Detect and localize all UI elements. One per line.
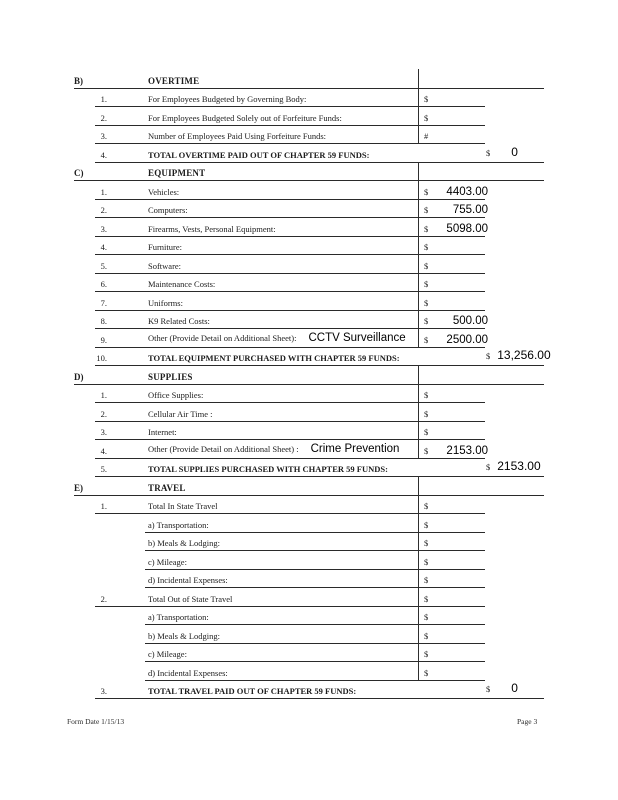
row-number: 1. bbox=[100, 501, 107, 511]
form-row bbox=[0, 199, 618, 218]
column-divider bbox=[418, 476, 419, 496]
row-label: Cellular Air Time : bbox=[148, 408, 213, 419]
filled-detail-text: CCTV Surveillance bbox=[308, 331, 406, 344]
form-row bbox=[0, 217, 618, 236]
row-label: Internet: bbox=[148, 427, 177, 437]
currency-symbol: $ bbox=[424, 112, 429, 123]
section-title: EQUIPMENT bbox=[148, 168, 206, 178]
currency-symbol: $ bbox=[424, 242, 429, 252]
subrow-label: a) Transportation: bbox=[148, 612, 209, 622]
total-row-overtime bbox=[0, 143, 618, 162]
row-label-with-fill bbox=[148, 439, 399, 457]
row-label: For Employees Budgeted Solely out of Forfeiture Funds: bbox=[148, 112, 342, 123]
form-row bbox=[0, 310, 618, 329]
row-number: 3. bbox=[100, 223, 107, 234]
currency-symbol: $ bbox=[424, 519, 429, 530]
row-number: 3. bbox=[100, 427, 107, 437]
total-amount bbox=[486, 346, 551, 364]
form-date: Form Date 1/15/13 bbox=[67, 717, 125, 726]
row-label: Firearms, Vests, Personal Equipment: bbox=[148, 223, 276, 234]
filled-detail-text: Crime Prevention bbox=[310, 442, 400, 455]
form-row bbox=[0, 125, 618, 144]
column-divider bbox=[418, 643, 419, 663]
number-symbol: # bbox=[424, 131, 429, 141]
row-number: 4. bbox=[100, 445, 107, 456]
column-divider bbox=[418, 291, 419, 311]
filled-amount: 500.00 bbox=[452, 315, 488, 327]
column-divider bbox=[418, 180, 419, 200]
form-subrow bbox=[0, 550, 618, 569]
column-divider bbox=[418, 365, 419, 385]
row-number: 2. bbox=[100, 112, 107, 123]
section-header-overtime bbox=[0, 69, 618, 88]
form-subrow bbox=[0, 661, 618, 680]
column-divider bbox=[418, 513, 419, 533]
column-divider bbox=[418, 606, 419, 626]
row-number: 2. bbox=[100, 205, 107, 215]
total-row-supplies bbox=[0, 458, 618, 477]
row-number: 5. bbox=[100, 260, 107, 271]
form-row bbox=[0, 106, 618, 125]
form-subrow bbox=[0, 513, 618, 532]
column-divider bbox=[418, 402, 419, 422]
subrow-label: a) Transportation: bbox=[148, 519, 209, 530]
filled-amount: 4403.00 bbox=[446, 185, 488, 198]
form-subrow bbox=[0, 606, 618, 625]
subrow-label: d) Incidental Expenses: bbox=[148, 575, 228, 585]
column-divider bbox=[418, 384, 419, 404]
currency-symbol: $ bbox=[424, 260, 429, 271]
row-number: 2. bbox=[100, 593, 107, 604]
currency-symbol: $ bbox=[486, 147, 491, 158]
row-number: 1. bbox=[100, 186, 107, 197]
section-header-supplies bbox=[0, 365, 618, 384]
currency-symbol: $ bbox=[424, 501, 429, 511]
section-title: OVERTIME bbox=[148, 75, 200, 86]
row-number: 10. bbox=[96, 353, 107, 363]
column-divider bbox=[418, 69, 419, 89]
subrow-label: b) Meals & Lodging: bbox=[148, 630, 221, 641]
currency-symbol: $ bbox=[424, 408, 429, 419]
form-subrow bbox=[0, 624, 618, 643]
currency-symbol: $ bbox=[424, 575, 429, 585]
row-label: Other (Provide Detail on Additional Sheet) : bbox=[148, 443, 299, 454]
form-row bbox=[0, 421, 618, 440]
row-underline bbox=[95, 698, 544, 699]
total-label: TOTAL OVERTIME PAID OUT OF CHAPTER 59 FUNDS: bbox=[148, 149, 370, 160]
column-divider bbox=[418, 661, 419, 681]
form-row bbox=[0, 88, 618, 107]
column-divider bbox=[418, 421, 419, 441]
filled-total-value: 2153.00 bbox=[497, 459, 541, 473]
filled-amount: 2153.00 bbox=[446, 444, 488, 457]
total-label: TOTAL EQUIPMENT PURCHASED WITH CHAPTER 59 FUNDS: bbox=[148, 353, 400, 363]
row-label: Maintenance Costs: bbox=[148, 279, 216, 289]
currency-symbol: $ bbox=[424, 334, 429, 345]
column-divider bbox=[418, 273, 419, 293]
section-header-equipment bbox=[0, 162, 618, 181]
column-divider bbox=[418, 495, 419, 515]
currency-symbol: $ bbox=[424, 390, 429, 400]
row-number: 7. bbox=[100, 297, 107, 308]
currency-symbol: $ bbox=[424, 427, 429, 437]
column-divider bbox=[418, 106, 419, 126]
page-number: Page 3 bbox=[517, 717, 538, 726]
row-number: 4. bbox=[100, 149, 107, 160]
row-number: 3. bbox=[100, 686, 107, 696]
form-row bbox=[0, 384, 618, 403]
total-row-equipment bbox=[0, 347, 618, 366]
column-divider bbox=[418, 624, 419, 644]
column-divider bbox=[418, 569, 419, 589]
column-divider bbox=[418, 217, 419, 237]
column-divider bbox=[418, 310, 419, 330]
subrow-label: c) Mileage: bbox=[148, 649, 187, 659]
currency-symbol: $ bbox=[424, 186, 429, 197]
row-number: 3. bbox=[100, 131, 107, 141]
currency-symbol: $ bbox=[424, 316, 429, 326]
form-subrow bbox=[0, 532, 618, 551]
row-number: 1. bbox=[100, 94, 107, 104]
currency-symbol: $ bbox=[424, 593, 429, 604]
total-row-travel bbox=[0, 680, 618, 699]
form-row bbox=[0, 254, 618, 273]
column-divider bbox=[418, 328, 419, 348]
column-divider bbox=[418, 254, 419, 274]
form-row bbox=[0, 273, 618, 292]
row-label: Software: bbox=[148, 260, 182, 271]
currency-symbol: $ bbox=[424, 223, 429, 234]
total-amount bbox=[486, 679, 518, 697]
form-row bbox=[0, 495, 618, 514]
subrow-label: d) Incidental Expenses: bbox=[148, 667, 228, 678]
column-divider bbox=[418, 88, 419, 108]
currency-symbol: $ bbox=[424, 556, 429, 567]
form-row bbox=[0, 180, 618, 199]
currency-symbol: $ bbox=[424, 445, 429, 456]
currency-symbol: $ bbox=[424, 612, 429, 622]
row-label: Office Supplies: bbox=[148, 390, 204, 400]
section-title: SUPPLIES bbox=[148, 371, 193, 382]
row-label: Total In State Travel bbox=[148, 501, 218, 511]
column-divider bbox=[418, 199, 419, 219]
row-label: Furniture: bbox=[148, 242, 182, 252]
column-divider bbox=[418, 587, 419, 607]
currency-symbol: $ bbox=[424, 279, 429, 289]
filled-total-value: 0 bbox=[511, 144, 518, 159]
currency-symbol: $ bbox=[486, 351, 491, 361]
currency-symbol: $ bbox=[424, 630, 429, 641]
total-label: TOTAL SUPPLIES PURCHASED WITH CHAPTER 59 FUNDS: bbox=[148, 464, 388, 474]
row-label: Vehicles: bbox=[148, 186, 180, 197]
section-header-travel bbox=[0, 476, 618, 495]
row-number: 5. bbox=[100, 464, 107, 474]
form-row bbox=[0, 587, 618, 606]
row-number: 6. bbox=[100, 279, 107, 289]
form-subrow bbox=[0, 643, 618, 662]
total-amount bbox=[486, 143, 518, 161]
form-row-other-equipment bbox=[0, 328, 618, 347]
currency-symbol: $ bbox=[424, 649, 429, 659]
currency-symbol: $ bbox=[424, 94, 429, 104]
form-row bbox=[0, 291, 618, 310]
filled-amount: 2500.00 bbox=[446, 333, 488, 346]
section-letter: B) bbox=[74, 75, 83, 86]
row-label: K9 Related Costs: bbox=[148, 316, 210, 326]
form-subrow bbox=[0, 569, 618, 588]
form-row bbox=[0, 236, 618, 255]
row-label: Other (Provide Detail on Additional Sheet): bbox=[148, 332, 297, 343]
row-number: 8. bbox=[100, 316, 107, 326]
row-number: 2. bbox=[100, 408, 107, 419]
currency-symbol: $ bbox=[424, 205, 429, 215]
row-label: Uniforms: bbox=[148, 297, 183, 308]
row-label: Total Out of State Travel bbox=[148, 593, 233, 604]
row-label: Number of Employees Paid Using Forfeiture Funds: bbox=[148, 131, 327, 141]
filled-total-value: 0 bbox=[511, 681, 518, 695]
currency-symbol: $ bbox=[486, 462, 491, 472]
row-number: 9. bbox=[100, 334, 107, 345]
row-number: 1. bbox=[100, 390, 107, 400]
total-label: TOTAL TRAVEL PAID OUT OF CHAPTER 59 FUNDS: bbox=[148, 686, 357, 696]
section-letter: E) bbox=[74, 482, 83, 493]
column-divider bbox=[418, 550, 419, 570]
filled-amount: 755.00 bbox=[452, 204, 488, 216]
subrow-label: c) Mileage: bbox=[148, 556, 187, 567]
filled-amount: 5098.00 bbox=[446, 222, 488, 235]
form-row bbox=[0, 402, 618, 421]
row-label: Computers: bbox=[148, 205, 188, 215]
currency-symbol: $ bbox=[486, 684, 491, 694]
currency-symbol: $ bbox=[424, 667, 429, 678]
subrow-label: b) Meals & Lodging: bbox=[148, 538, 221, 548]
filled-total-value: 13,256.00 bbox=[497, 348, 551, 362]
currency-symbol: $ bbox=[424, 538, 429, 548]
chapter59-expenditure-form bbox=[0, 69, 618, 698]
section-letter: D) bbox=[74, 371, 84, 382]
total-amount bbox=[486, 457, 541, 475]
column-divider bbox=[418, 125, 419, 145]
column-divider bbox=[418, 236, 419, 256]
row-label-with-fill bbox=[148, 328, 406, 346]
row-number: 4. bbox=[100, 242, 107, 252]
section-letter: C) bbox=[74, 168, 84, 178]
column-divider bbox=[418, 162, 419, 182]
currency-symbol: $ bbox=[424, 297, 429, 308]
column-divider bbox=[418, 532, 419, 552]
row-label: For Employees Budgeted by Governing Body: bbox=[148, 94, 307, 104]
column-divider bbox=[418, 439, 419, 459]
section-title: TRAVEL bbox=[148, 482, 186, 493]
form-row-other-supplies bbox=[0, 439, 618, 458]
